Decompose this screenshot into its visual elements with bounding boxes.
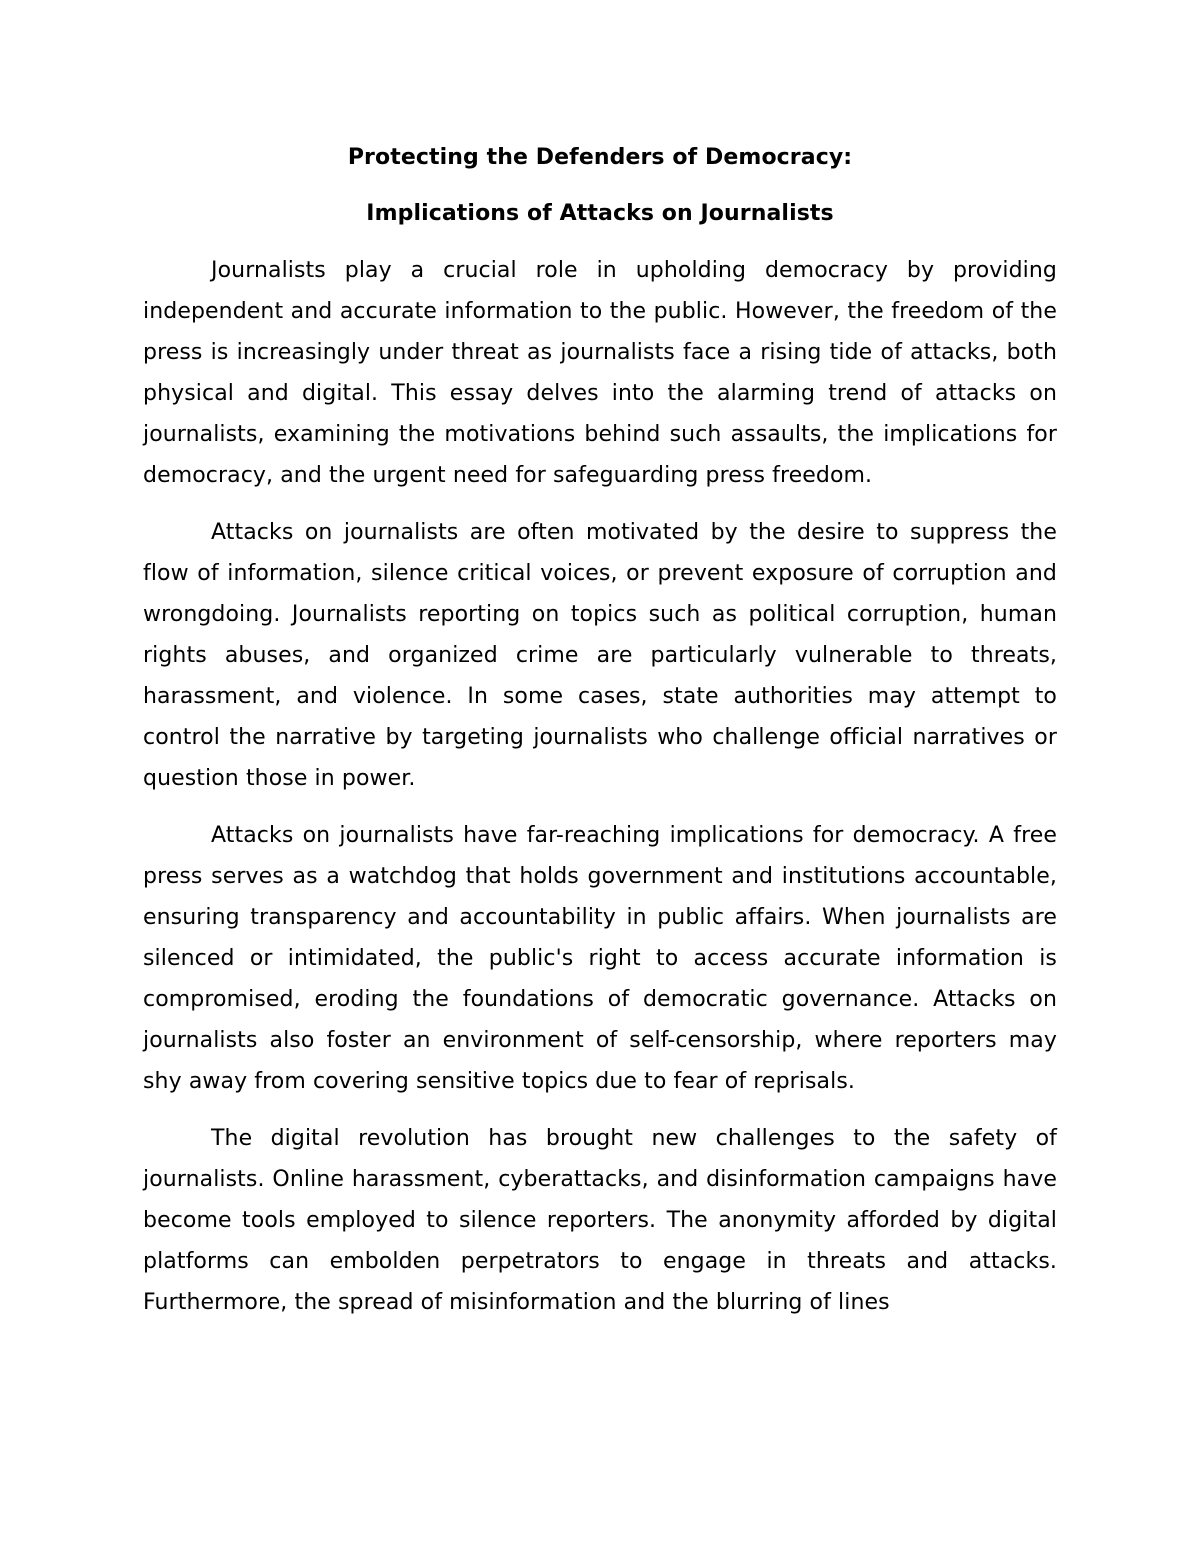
document-page (143, 138, 1057, 1323)
paragraph-2: Attacks on journalists are often motivated by the desire to suppress the flow of information, silence critical voices, or prevent exposure of corruption and wrongdoing. Journalists reporting on topics such as political corruption, human rights abuses, and organized crime are particularly vulnerable to threats, harassment, and violence. In some cases, state authorities may attempt to control the narrative by targeting journalists who challenge official narratives or question those in power. (143, 520, 1057, 791)
paragraph-3: Attacks on journalists have far-reaching implications for democracy. A free press serves as a watchdog that holds government and institutions accountable, ensuring transparency and accountability in public affairs. When journalists are silenced or intimidated, the public's right to access accurate information is compromised, eroding the foundations of democratic governance. Attacks on journalists also foster an environment of self-censorship, where reporters may shy away from covering sensitive topics due to fear of reprisals. (143, 823, 1057, 1094)
document-title: Protecting the Defenders of Democracy: (347, 145, 853, 170)
paragraph-1: Journalists play a crucial role in upholding democracy by providing independent and accurate information to the public. However, the freedom of the press is increasingly under threat as journalists face a rising tide of attacks, both physical and digital. This essay delves into the alarming trend of attacks on journalists, examining the motivations behind such assaults, the implications for democracy, and the urgent need for safeguarding press freedom. (143, 258, 1057, 488)
document-subtitle: Implications of Attacks on Journalists (366, 201, 834, 226)
paragraph-4: The digital revolution has brought new challenges to the safety of journalists. Online harassment, cyberattacks, and disinformation campaigns have become tools employed to silence reporters. The anonymity afforded by digital platforms can embolden perpetrators to engage in threats and attacks. Furthermore, the spread of misinformation and the blurring of lines (143, 1126, 1057, 1315)
